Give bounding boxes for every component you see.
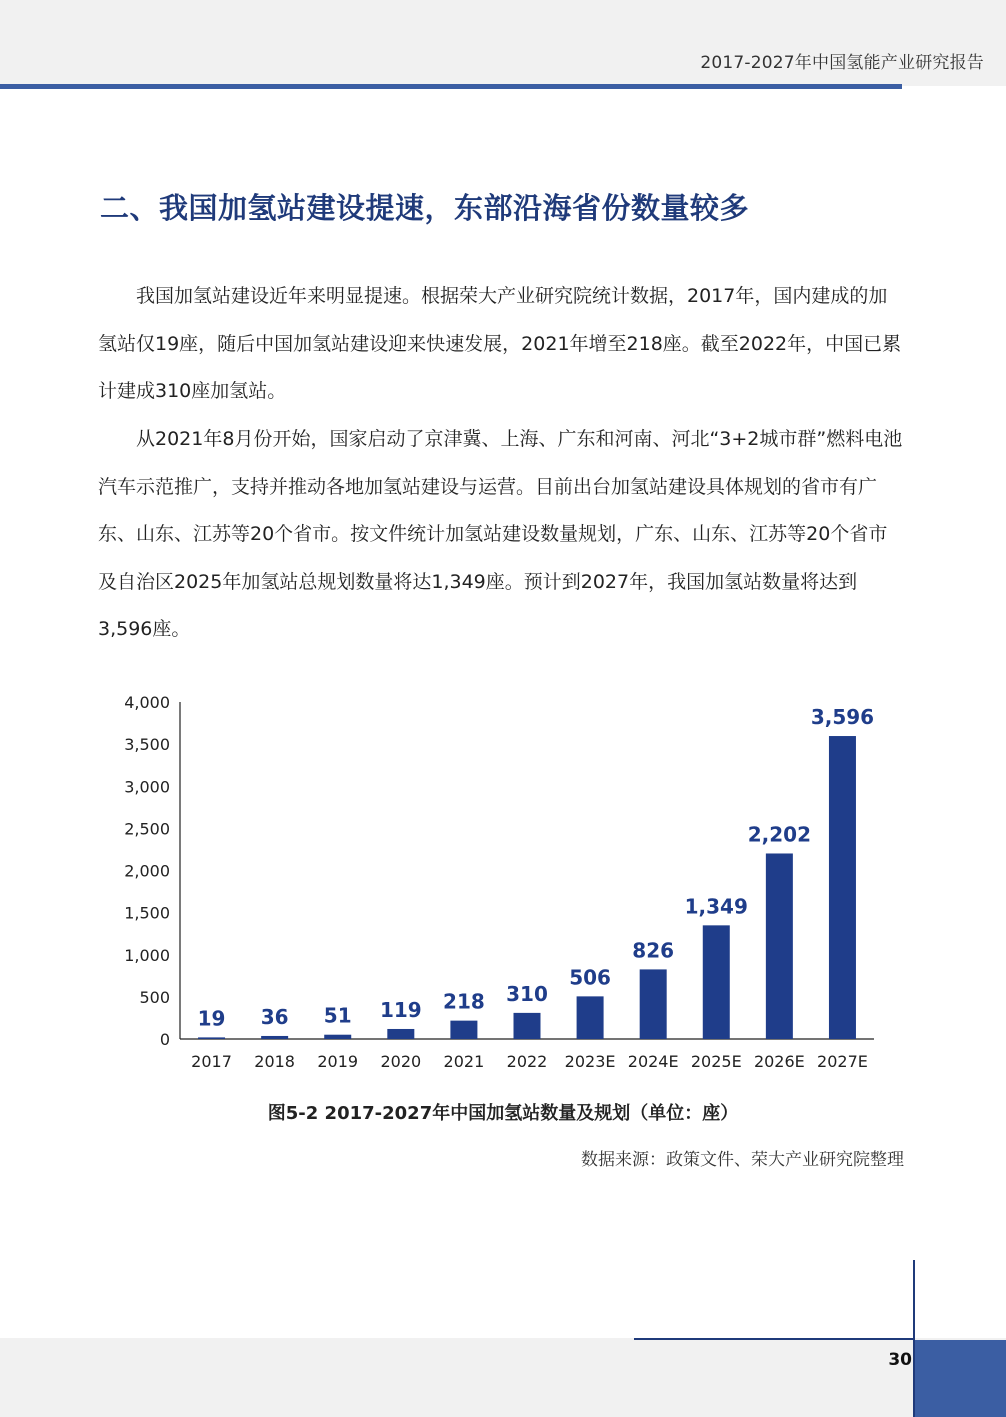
- bar: [324, 1035, 351, 1039]
- bar-value-label: 310: [506, 981, 548, 1006]
- x-tick-label: 2022: [506, 1052, 548, 1071]
- bar-value-label: 3,596: [810, 705, 875, 730]
- bar-value-label: 19: [197, 1006, 226, 1031]
- chart-caption: 图5-2 2017-2027年中国加氢站数量及规划（单位：座）: [267, 1103, 739, 1124]
- section-title: 二、我国加氢站建设提速，东部沿海省份数量较多: [100, 191, 750, 225]
- bar: [450, 1021, 477, 1039]
- bar-value-label: 506: [569, 965, 611, 990]
- page-number: 30: [888, 1350, 912, 1370]
- bar: [577, 996, 604, 1039]
- y-tick-label: 500: [139, 987, 170, 1007]
- y-tick-label: 1,000: [124, 945, 170, 965]
- bar-value-label: 2,202: [747, 822, 811, 847]
- bar: [261, 1036, 288, 1039]
- report-title: 2017-2027年中国氢能产业研究报告: [700, 53, 984, 73]
- y-tick-label: 3,000: [124, 777, 170, 797]
- paragraph-2: [98, 416, 904, 654]
- x-tick-label: 2027E: [817, 1052, 868, 1071]
- footer-band: [0, 1338, 1006, 1417]
- bar-value-label: 1,349: [684, 894, 748, 919]
- data-source-note: 数据来源：政策文件、荣大产业研究院整理: [581, 1150, 904, 1170]
- x-tick-label: 2020: [380, 1052, 422, 1071]
- footer-accent-block: [915, 1340, 1006, 1417]
- bar: [387, 1029, 414, 1039]
- x-tick-label: 2024E: [627, 1052, 679, 1071]
- header-band: [0, 0, 1006, 86]
- footer-divider: [634, 1338, 915, 1340]
- y-tick-label: 2,000: [124, 861, 170, 881]
- y-tick-label: 0: [159, 1030, 170, 1049]
- bar: [703, 925, 730, 1039]
- x-tick-label: 2018: [254, 1052, 295, 1071]
- y-tick-label: 3,500: [124, 735, 170, 755]
- bar: [829, 736, 856, 1039]
- y-tick-label: 4,000: [124, 693, 170, 712]
- x-tick-label: 2017: [191, 1052, 232, 1071]
- bar-value-label: 36: [260, 1004, 289, 1029]
- y-tick-label: 1,500: [124, 903, 170, 923]
- bar-value-label: 218: [443, 989, 485, 1014]
- bar-value-label: 826: [632, 938, 675, 963]
- x-tick-label: 2026E: [753, 1052, 805, 1071]
- x-tick-label: 2025E: [690, 1052, 742, 1071]
- header-divider: [0, 84, 902, 89]
- bar: [198, 1037, 225, 1039]
- x-tick-label: 2019: [317, 1052, 359, 1071]
- x-tick-label: 2023E: [564, 1052, 616, 1071]
- bar: [766, 853, 793, 1039]
- paragraph-1: [98, 273, 904, 416]
- bar-value-label: 51: [323, 1003, 352, 1028]
- bar: [514, 1013, 541, 1039]
- y-tick-label: 2,500: [124, 819, 170, 839]
- paragraph-2-text: 从2021年8月份开始，国家启动了京津冀、上海、广东和河南、河北“3+2城市群”燃料电池汽车示范推广，支持并推动各地加氢站建设与运营。目前出台加氢站建设具体规划的省市有广东、山东、江苏等20个省市。按文件统计加氢站建设数量规划，广东、山东、江苏等20个省市及自治区2025年加氢站总规划数量将达1,349座。预计到2027年，我国加氢站数量将达到3,596座。: [98, 428, 903, 640]
- bar: [640, 969, 667, 1039]
- x-tick-label: 2021: [443, 1052, 485, 1071]
- bar-value-label: 119: [379, 997, 422, 1022]
- paragraph-1-text: 我国加氢站建设近年来明显提速。根据荣大产业研究院统计数据，2017年，国内建成的加氢站仅19座，随后中国加氢站建设迎来快速发展，2021年增至218座。截至2022年，中国已累计建成310座加氢站。: [98, 285, 902, 402]
- hydrogen-station-bar-chart: [110, 688, 890, 1084]
